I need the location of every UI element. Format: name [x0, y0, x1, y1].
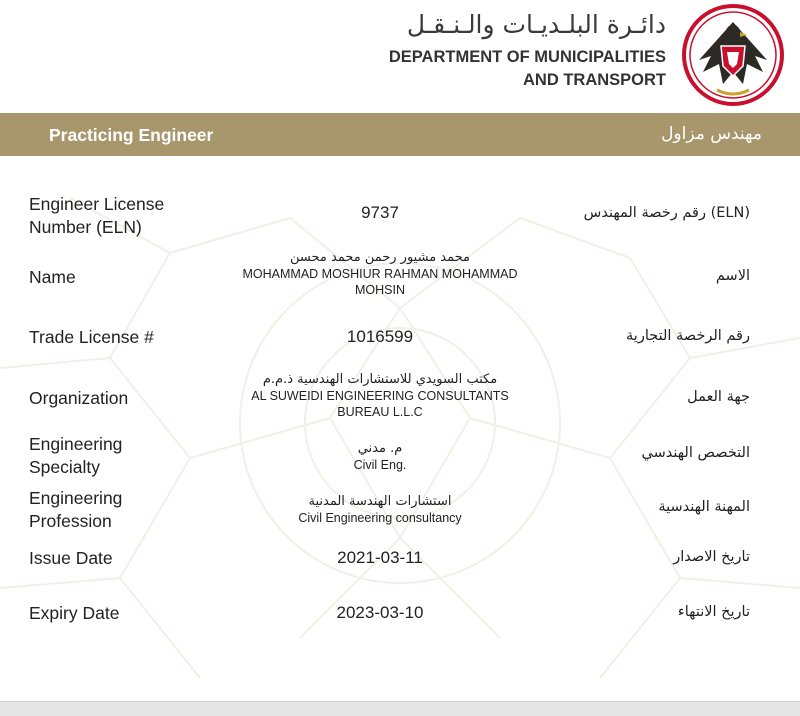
specialty-value-english: Civil Eng.: [353, 458, 407, 472]
issue-date-label-english: Issue Date: [29, 548, 113, 568]
organization-value-english-line1: AL SUWEIDI ENGINEERING CONSULTANTS: [251, 389, 509, 403]
expiry-date-value: 2023-03-10: [336, 603, 424, 622]
bottom-bar: [0, 701, 800, 716]
organization-value-arabic: مكتب السويدي للاستشارات الهندسية ذ.م.م: [262, 372, 498, 387]
profession-label-line2: Profession: [29, 511, 112, 531]
specialty-value-arabic: م. مدني: [357, 441, 403, 456]
eln-label-english: [29, 193, 164, 239]
specialty-label-line2: Specialty: [29, 457, 101, 477]
organization-value: [222, 371, 538, 420]
profession-label-line1: Engineering: [29, 488, 123, 508]
name-value-arabic: محمد مشيور رحمن محمد محسن: [290, 250, 470, 265]
profession-value: [222, 493, 538, 526]
trade-license-label-arabic: رقم الرخصة التجارية: [626, 328, 750, 344]
eln-label-arabic: (ELN) رقم رخصة المهندس: [583, 205, 750, 221]
expiry-date-label-english: Expiry Date: [29, 603, 120, 623]
name-value: [222, 249, 538, 298]
trade-license-label-english: Trade License #: [29, 327, 154, 347]
profession-label-arabic: المهنة الهندسية: [658, 499, 750, 515]
organization-label-arabic: جهة العمل: [687, 389, 750, 405]
profession-value-english: Civil Engineering consultancy: [298, 511, 462, 525]
department-name-line1: DEPARTMENT OF MUNICIPALITIES: [388, 48, 666, 66]
document-header: [0, 0, 800, 112]
specialty-value: [222, 440, 538, 473]
expiry-date-label-arabic: تاريخ الانتهاء: [677, 604, 750, 620]
issue-date-label-arabic: تاريخ الاصدار: [673, 549, 750, 565]
profession-label-english: [29, 487, 122, 533]
eln-label-line2: Number (ELN): [29, 217, 142, 237]
eln-value: 9737: [361, 203, 399, 222]
band-title-english: Practicing Engineer: [49, 125, 214, 145]
name-value-english-line2: MOHSIN: [355, 283, 405, 297]
eln-label-line1: Engineer License: [29, 194, 165, 214]
trade-license-value: 1016599: [346, 327, 414, 346]
specialty-label-english: [29, 433, 122, 479]
organization-value-english-line2: BUREAU L.L.C: [337, 405, 423, 419]
title-band: [0, 113, 800, 156]
issue-date-value: 2021-03-11: [337, 548, 423, 567]
specialty-label-line1: Engineering: [29, 434, 123, 454]
band-title-arabic: مهندس مزاول: [661, 124, 762, 144]
department-name-line2: AND TRANSPORT: [523, 71, 666, 89]
abu-dhabi-falcon-emblem-icon: [681, 2, 785, 108]
organization-label-english: Organization: [29, 388, 129, 408]
name-label-arabic: الاسم: [715, 268, 750, 284]
specialty-label-arabic: التخصص الهندسي: [641, 445, 750, 461]
department-name-arabic: دائـرة البلـديـات والـنـقـل: [406, 10, 666, 39]
profession-value-arabic: استشارات الهندسة المدنية: [308, 494, 452, 509]
name-label-english: Name: [29, 267, 76, 287]
department-name-english: [389, 46, 666, 92]
name-value-english-line1: MOHAMMAD MOSHIUR RAHMAN MOHAMMAD: [242, 267, 518, 281]
